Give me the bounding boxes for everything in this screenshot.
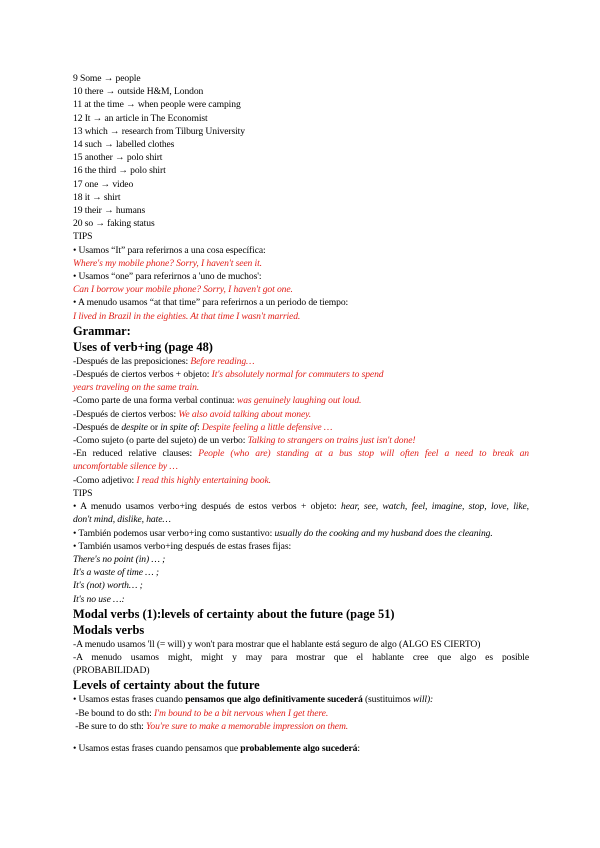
modal-section — [73, 606, 529, 678]
tip-text: • A menudo usamos “at that time” para referirnos a un periodo de tiempo: — [73, 297, 349, 309]
levels-text: : — [357, 742, 360, 754]
grammar-use — [73, 394, 529, 407]
levels-phrase: -Be sure to do sth: — [73, 720, 147, 732]
document-page — [73, 72, 529, 755]
tip-text: • También usamos verbo+ing después de estas frases fijas: — [73, 540, 292, 552]
use-example-continued: uncomfortable silence by … — [73, 461, 178, 473]
tips-heading: TIPS — [73, 487, 93, 499]
use-text: -Después de — [73, 421, 122, 433]
grammar-use — [73, 447, 529, 460]
levels-text: (sustituimos — [362, 694, 413, 706]
spacer — [73, 733, 529, 742]
answer-line: 16 the third → polo shirt — [73, 165, 166, 177]
tip-text: • Usamos “It” para referirnos a una cosa específica: — [73, 244, 266, 256]
use-text: -Como adjetivo: — [73, 474, 137, 486]
levels-example — [73, 707, 529, 720]
tip-verbs: hear, see, watch, feel, imagine, stop, love, like, — [341, 501, 529, 513]
levels-text: • Usamos estas frases cuando pensamos que — [73, 742, 241, 754]
answer-line: 12 It → an article in The Economist — [73, 112, 208, 124]
use-example: We also avoid talking about money. — [178, 408, 312, 420]
tip-example: Can I borrow your mobile phone? Sorry, I haven't got one. — [73, 284, 293, 296]
levels-intro — [73, 742, 529, 755]
answer-line: 13 which → research from Tilburg University — [73, 125, 245, 137]
levels-sentence: You're sure to make a memorable impression on them. — [146, 720, 349, 732]
use-example: People (who are) standing at a bus stop will often feel a need to break an — [198, 448, 529, 460]
modal-line: -A menudo usamos 'll (= will) y won't para mostrar que el hablante está seguro de algo (ALGO ES CIERTO) — [73, 638, 481, 650]
levels-phrase: -Be bound to do sth: — [73, 707, 154, 719]
grammar-subtitle: Uses of verb+ing (page 48) — [73, 339, 213, 354]
use-text: -Como sujeto (o parte del sujeto) de un verbo: — [73, 435, 248, 447]
use-example: I read this highly entertaining book. — [136, 474, 271, 486]
modal-line: -A menudo usamos might, might y may para mostrar que el hablante cree que algo es posible — [73, 651, 529, 663]
levels-sentence: I'm bound to be a bit nervous when I get there. — [153, 707, 329, 719]
answer-line: 20 so → faking status — [73, 218, 155, 230]
tip-example: Where's my mobile phone? Sorry, I haven't seen it. — [73, 257, 262, 269]
answer-line: 15 another → polo shirt — [73, 152, 163, 164]
use-text: -Después de ciertos verbos: — [73, 408, 179, 420]
use-text: -Como parte de una forma verbal continua: — [73, 395, 237, 407]
levels-section — [73, 677, 529, 755]
grammar-use — [73, 474, 529, 487]
use-example-continued: years traveling on the same train. — [73, 382, 200, 394]
tip-example: I lived in Brazil in the eighties. At that time I wasn't married. — [73, 310, 301, 322]
use-example: Talking to strangers on trains just isn't done! — [247, 435, 416, 447]
modal-subtitle: Modals verbs — [73, 622, 145, 637]
grammar-use — [73, 355, 529, 368]
use-text: : — [196, 421, 202, 433]
use-example: Despite feeling a little defensive … — [201, 421, 333, 433]
use-example: It's absolutely normal for commuters to spend — [211, 369, 384, 381]
fixed-phrase: It's no use …: — [73, 593, 125, 605]
levels-emphasis: probablemente algo sucederá — [240, 742, 358, 754]
grammar-use — [73, 421, 529, 434]
answer-line: 14 such → labelled clothes — [73, 139, 175, 151]
use-keyword: despite — [121, 421, 148, 433]
answer-line: 9 Some → people — [73, 73, 141, 84]
tip-example: usually do the cooking and my husband does the cleaning. — [274, 527, 493, 539]
tip-text — [73, 500, 529, 513]
fixed-phrase: It's a waste of time … ; — [73, 567, 159, 579]
tips-section-2 — [73, 487, 529, 606]
answer-line: 11 at the time → when people were camping — [73, 99, 241, 111]
tip-text — [73, 527, 529, 540]
grammar-title: Grammar: — [73, 323, 131, 338]
levels-text: • Usamos estas frases cuando — [73, 694, 186, 706]
tip-lead: • También podemos usar verbo+ing como sustantivo: — [73, 527, 275, 539]
fixed-phrase: It's (not) worth… ; — [73, 580, 143, 592]
modal-title: Modal verbs (1):levels of certainty about the future (page 51) — [73, 606, 395, 621]
levels-intro — [73, 693, 529, 706]
tip-text: • Usamos “one” para referirnos a 'uno de muchos': — [73, 271, 262, 283]
tips-heading: TIPS — [73, 231, 93, 243]
tips-section-1 — [73, 230, 529, 322]
use-text: -Después de las preposiciones: — [73, 355, 191, 367]
use-text: -En reduced relative clauses: — [73, 448, 199, 460]
grammar-use — [73, 408, 529, 421]
answer-line: 18 it → shirt — [73, 191, 121, 203]
tip-lead: • A menudo usamos verbo+ing después de estos verbos + objeto: — [73, 501, 342, 513]
use-example: was genuinely laughing out loud. — [236, 395, 362, 407]
levels-text: ): — [426, 694, 434, 706]
tip-verbs-continued: don't mind, dislike, hate… — [73, 514, 171, 526]
fixed-phrase: There's no point (in) … ; — [73, 553, 166, 565]
use-keyword: in spite of — [160, 421, 197, 433]
levels-example — [73, 720, 529, 733]
answer-list — [73, 72, 529, 230]
levels-title: Levels of certainty about the future — [73, 678, 260, 693]
answer-line: 10 there → outside H&M, London — [73, 86, 204, 98]
levels-keyword: will — [412, 694, 427, 706]
grammar-use — [73, 368, 529, 381]
grammar-section — [73, 323, 529, 487]
answer-line: 17 one → video — [73, 178, 134, 190]
use-text: -Después de ciertos verbos + objeto: — [73, 369, 212, 381]
modal-line-continued: (PROBABILIDAD) — [73, 665, 150, 677]
use-example: Before reading… — [190, 355, 255, 367]
levels-emphasis: pensamos que algo definitivamente sucederá — [185, 694, 363, 706]
answer-line: 19 their → humans — [73, 205, 146, 217]
grammar-use — [73, 434, 529, 447]
use-text: or — [147, 421, 161, 433]
